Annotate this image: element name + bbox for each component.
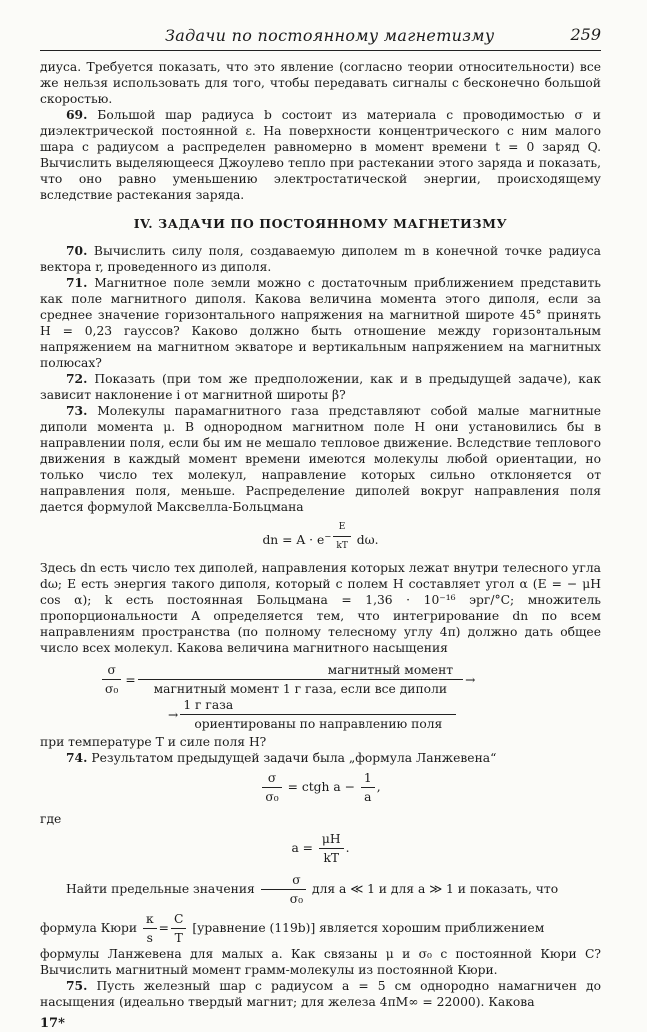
ratio2-fraction	[180, 697, 456, 732]
langevin-end: ,	[376, 780, 381, 794]
problem-69-number: 69.	[66, 107, 88, 122]
formula-lhs: dn = A · e	[262, 533, 325, 548]
ratio-numerator: магнитный момент	[327, 663, 454, 677]
a-definition	[40, 831, 601, 866]
problem-73	[40, 403, 601, 515]
problem-75-text: Пусть железный шар с радиусом a = 5 см однородно намагничен до насыщения (идеально твердый магнит; для железа 4πM∞ = 22000). Какова	[40, 979, 601, 1009]
running-header	[40, 22, 601, 51]
problem-75	[40, 978, 601, 1010]
problem-74	[40, 750, 601, 766]
ratio-denominator: магнитный момент 1 г газа, если все диполи	[138, 679, 463, 697]
formula-exponent	[333, 519, 350, 554]
problem-73-end: при температуре T и силе поля H?	[40, 735, 267, 749]
problem-72-text: Показать (при том же предположении, как и в предыдущей задаче), как зависит наклонение i от магнитной широты β?	[40, 372, 602, 402]
problem-71-text: Магнитное поле земли можно с достаточным приближением представить как поле магнитного диполя. Какова величина момента этого диполя, если за среднее значение горизонтального напряжения на магнитной широте 45° принять H = 0,23 гауссов? Каково должно быть отношение между горизонтальным напряжением на магнитном экваторе и вертикальным напряжением на магнитных полюсах?	[40, 276, 601, 370]
ratio-lhs-numerator: σ	[107, 663, 116, 677]
saturation-ratio	[100, 662, 601, 697]
running-title: Задачи по постоянному магнетизму	[165, 26, 495, 45]
maxwell-boltzmann-formula: dn = $A \cdot e^{- \frac{E}{kT}}$ dω.	[40, 519, 601, 554]
curie-frac-2	[171, 911, 186, 946]
problem-70-number: 70.	[66, 243, 88, 258]
ratio2-denominator: ориентированы по направлению поля	[180, 714, 456, 732]
problem-73-number: 73.	[66, 403, 88, 418]
arrow-icon: →	[168, 707, 179, 722]
langevin-formula	[40, 770, 601, 805]
ratio2-numerator: 1 г газа	[183, 698, 234, 712]
problem-75-number: 75.	[66, 978, 88, 993]
ratio-equals: =	[125, 672, 136, 687]
curie-frac2-denominator: T	[171, 928, 186, 946]
curie-equals: =	[158, 921, 169, 935]
limits-frac	[261, 872, 306, 907]
formula-rhs: dω.	[356, 533, 379, 548]
intro-paragraph: диуса. Требуется показать, что это явление (согласно теории относительности) все же нельзя использовать для того, чтобы передавать сигналы с бесконечно большой скоростью.	[40, 60, 601, 106]
a-def-end: .	[345, 841, 350, 855]
signature-mark: 17*	[40, 1016, 65, 1031]
section-heading: IV. ЗАДАЧИ ПО ПОСТОЯННОМУ МАГНЕТИЗМУ	[133, 216, 508, 231]
ratio-lhs-denominator: σ₀	[102, 679, 121, 697]
curie-frac1-numerator: κ	[145, 912, 154, 926]
langevin-lhs	[262, 770, 281, 805]
limits-frac-denominator: σ₀	[261, 889, 306, 907]
problem-70-text: Вычислить силу поля, создаваемую диполем m в конечной точке радиуса вектора r, проведенного из диполя.	[40, 244, 601, 274]
a-def-numerator: μH	[321, 832, 341, 846]
langevin-lhs-numerator: σ	[267, 771, 277, 785]
where-label: где	[40, 812, 62, 826]
limits-text-a: Найти предельные значения	[66, 882, 255, 896]
curie-frac2-numerator: C	[173, 912, 184, 926]
ratio-fraction	[138, 662, 463, 697]
problem-73-continued: Здесь dn есть число тех диполей, направления которых лежат внутри телесного угла dω; E есть энергия такого диполя, который с полем H составляет угол α (E = − μH cos α); k есть постоянная Больцмана = 1,36 · 10⁻¹⁶ эрг/°C; множитель пропорциональности A определяется тем, что интегрирование dn по всем направлениям пространства (по полному телесному углу 4π) должно дать общее число всех молекул. Какова величина магнитного насыщения	[40, 561, 601, 655]
saturation-ratio-continued	[168, 697, 601, 732]
problem-74-curie	[40, 911, 601, 946]
problem-71-number: 71.	[66, 275, 88, 290]
problem-71	[40, 275, 601, 371]
limits-text-b: для a ≪ 1 и для a ≫ 1 и показать, что	[312, 882, 559, 896]
problem-74-limits	[40, 872, 601, 907]
curie-text-b: [уравнение (119b)] является хорошим приближением	[192, 921, 545, 935]
a-def-frac	[319, 831, 344, 866]
problem-70	[40, 243, 601, 275]
problem-74-end: формулы Ланжевена для малых a. Как связаны μ и σ₀ с постоянной Кюри C? Вычислить магнитный момент грамм-молекулы из постоянной Кюри.	[40, 947, 601, 977]
a-def-denominator: kT	[319, 848, 344, 866]
curie-frac1-denominator: s	[143, 928, 157, 946]
problem-69	[40, 107, 601, 203]
problem-74-text: Результатом предыдущей задачи была „формула Ланжевена“	[91, 751, 497, 765]
exponent-denominator: kT	[333, 536, 350, 554]
curie-text-a: формула Кюри	[40, 921, 138, 935]
limits-frac-numerator: σ	[292, 873, 301, 887]
langevin-frac-numerator: 1	[363, 771, 372, 785]
arrow-icon: →	[465, 672, 476, 687]
langevin-frac-denominator: a	[361, 787, 375, 805]
ratio-lhs	[102, 662, 121, 697]
a-def-lhs: a =	[291, 841, 313, 855]
langevin-frac	[361, 770, 375, 805]
problem-73-text: Молекулы парамагнитного газа представляют собой малые магнитные диполи момента μ. В однородном магнитном поле H они установились бы в направлении поля, если бы им не мешало тепловое движение. Вследствие теплового движения в каждый момент времени имеются молекулы любой ориентации, но только число тех молекул, направление которых сильно отклоняется от направления поля, меньше. Распределение диполей вокруг направления поля дается формулой Максвелла-Больцмана	[40, 404, 601, 514]
problem-72-number: 72.	[66, 371, 88, 386]
langevin-mid: = ctgh a −	[287, 780, 355, 794]
langevin-lhs-denominator: σ₀	[262, 787, 281, 805]
problem-72	[40, 371, 601, 403]
problem-69-text: Большой шар радиуса b состоит из материала с проводимостью σ и диэлектрической постоянной ε. На поверхности концентрического с ним малого шара с радиусом a распределен равномерно в момент времени t = 0 заряд Q. Вычислить выделяющееся Джоулево тепло при растекании этого заряда и показать, что оно равно уменьшению электростатической энергии, происходящему вследствие растекания заряда.	[40, 108, 601, 202]
page-number: 259	[570, 25, 601, 44]
problem-74-number: 74.	[66, 750, 88, 765]
curie-frac-1	[143, 911, 157, 946]
exponent-numerator: E	[338, 522, 346, 532]
page-body	[40, 59, 601, 1032]
